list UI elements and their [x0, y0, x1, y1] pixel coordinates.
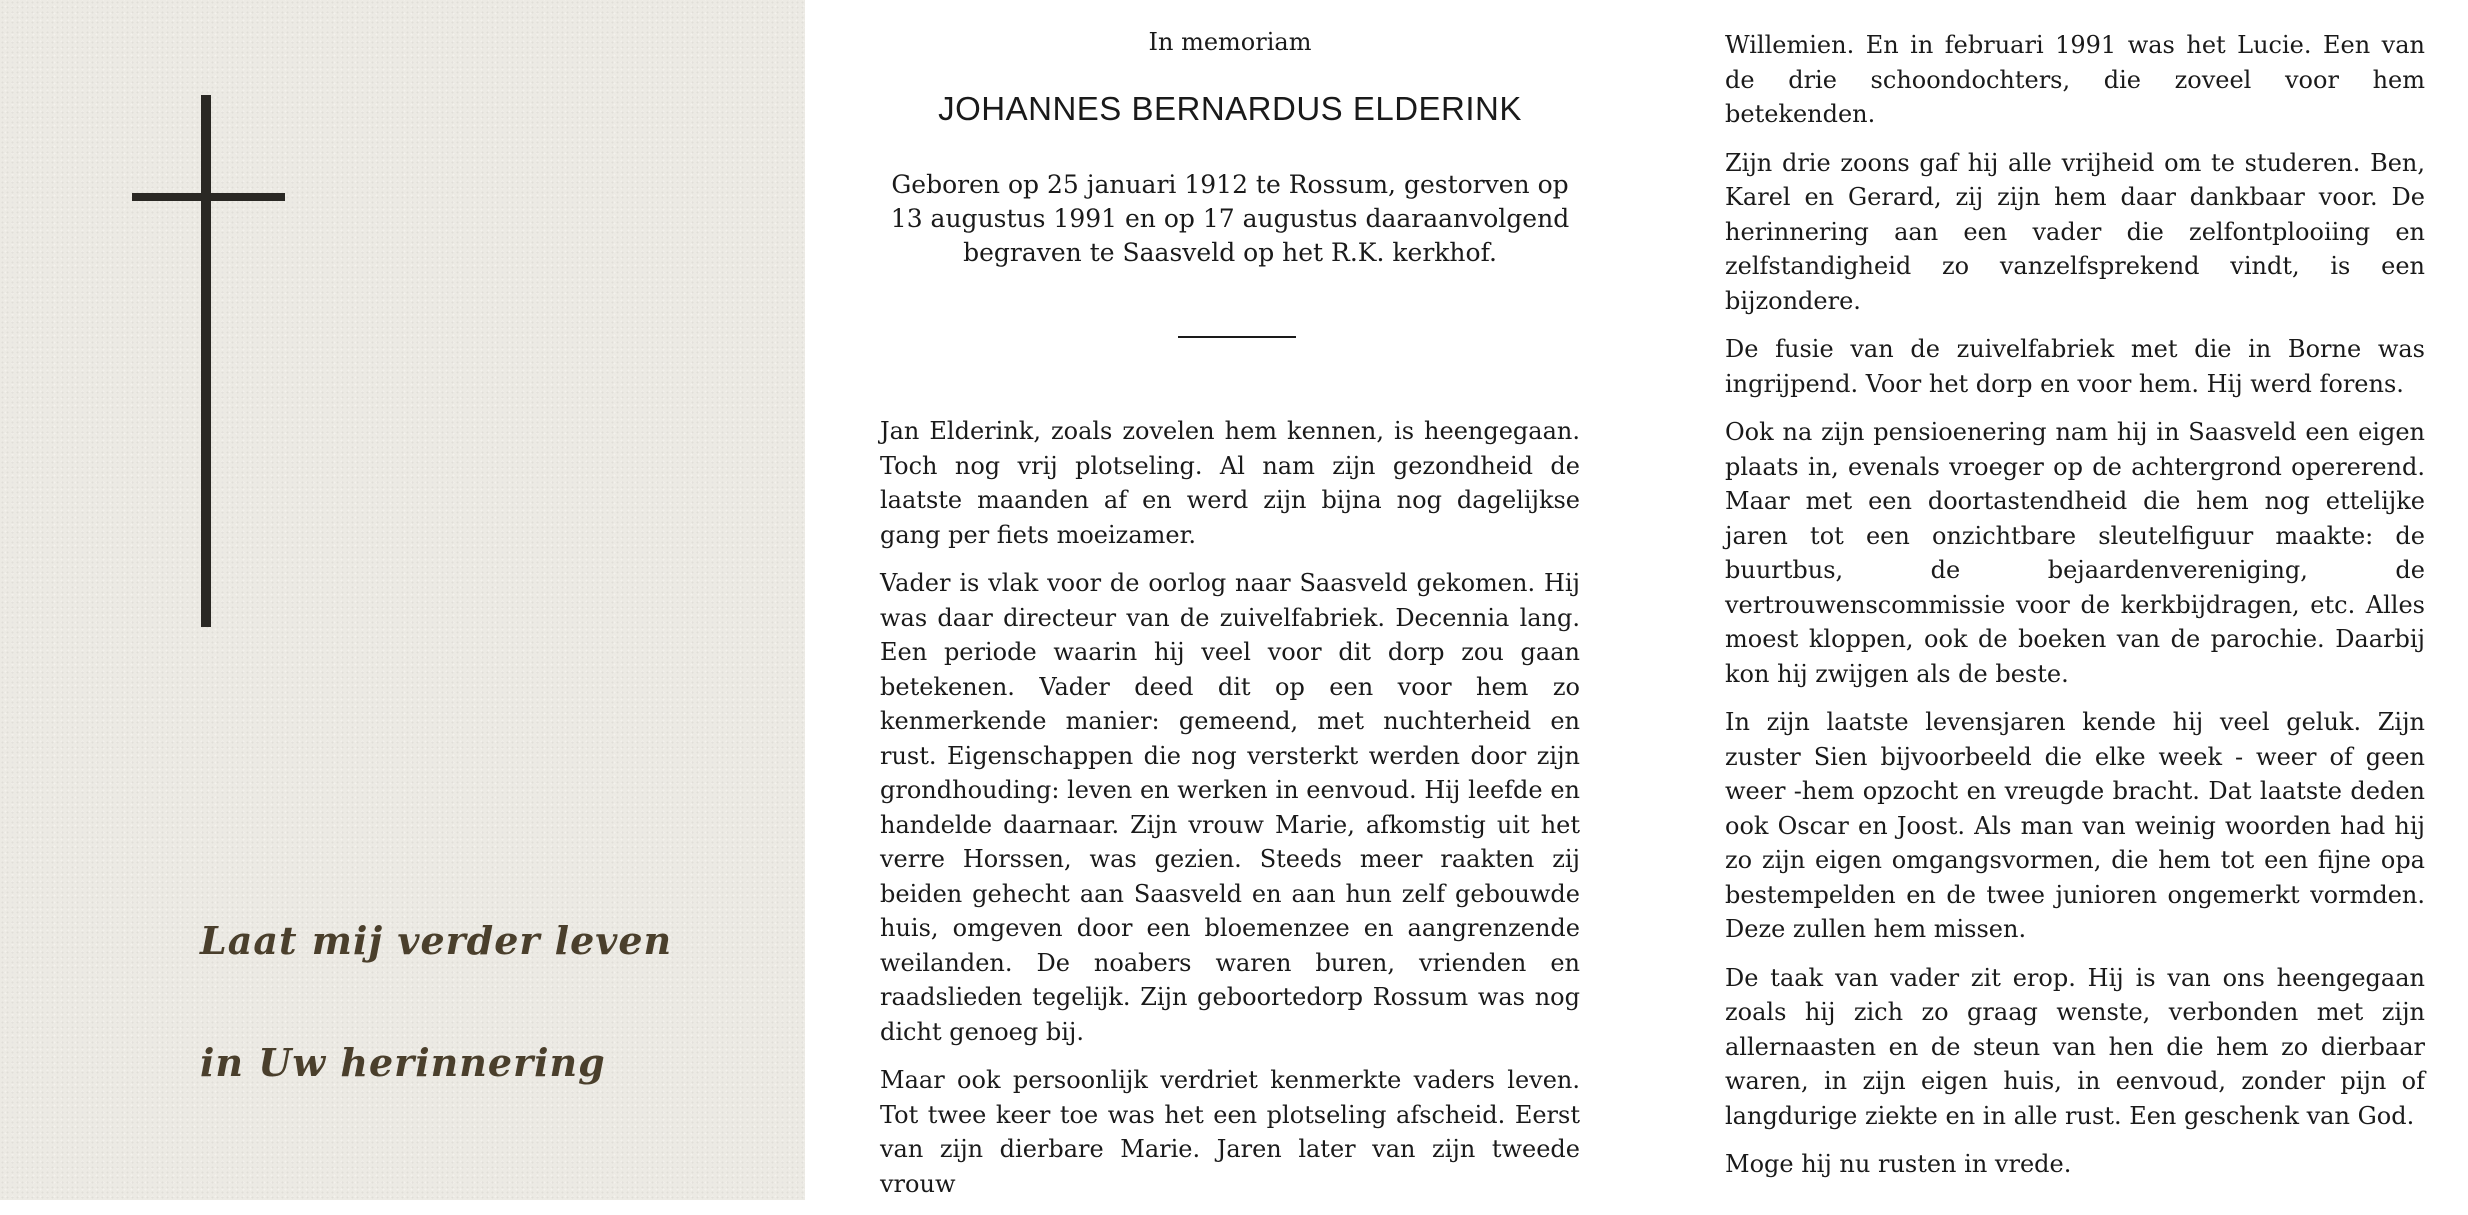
paragraph: Ook na zijn pensioenering nam hij in Saasveld een eigen plaats in, evenals vroeger op de achtergrond opererend. Maar met een doortastendheid die hem nog ettelijke jaren tot een onzichtbare sleutelfiguur maakte: de buurtbus, de bejaardenvereniging, de vertrouwenscommissie voor de kerkbijdragen, etc. Alles moest kloppen, ook de boeken van de parochie. Daarbij kon hij zwijgen als de beste. — [1725, 418, 2425, 688]
verse-line-1: Laat mij verder leven — [200, 918, 673, 963]
biography-right — [1725, 28, 2425, 1196]
paragraph: De taak van vader zit erop. Hij is van ons heengegaan zoals hij zich zo graag wenste, verbonden met zijn allernaasten en de steun van hen die hem zo dierbaar waren, in zijn eigen huis, in eenvoud, zonder pijn of langdurige ziekte en in alle rust. Een geschenk van God. — [1725, 963, 2425, 1130]
paragraph: Zijn drie zoons gaf hij alle vrijheid om te studeren. Ben, Karel en Gerard, zij zijn hem daar dankbaar voor. De herinnering aan een vader die zelfontplooiing en zelfstandigheid zo vanzelfsprekend vindt, is een bijzondere. — [1725, 148, 2425, 315]
in-memoriam-heading: In memoriam — [1148, 28, 1312, 56]
birth-death-dates: Geboren op 25 januari 1912 te Rossum, gestorven op 13 augustus 1991 en op 17 augustus daaraanvolgend begraven te Saasveld op het R.K. kerkhof. — [890, 170, 1570, 267]
memorial-card-cover — [0, 0, 805, 1200]
paragraph: De fusie van de zuivelfabriek met die in Borne was ingrijpend. Voor het dorp en voor hem. Hij werd forens. — [1725, 335, 2425, 398]
paragraph: Maar ook persoonlijk verdriet kenmerkte vaders leven. Tot twee keer toe was het een plotseling afscheid. Eerst van zijn dierbare Marie. Jaren later van zijn tweede vrouw — [880, 1066, 1580, 1198]
paragraph: Moge hij nu rusten in vrede. — [1725, 1150, 2072, 1178]
center-page — [880, 0, 1580, 1200]
paragraph: In zijn laatste levensjaren kende hij veel geluk. Zijn zuster Sien bijvoorbeeld die elke week - weer of geen weer -hem opzocht en vreugde bracht. Dat laatste deden ook Oscar en Joost. Als man van weinig woorden had hij zo zijn eigen omgangsvormen, die hem tot een fijne opa bestempelden en de twee junioren ongemerkt vormden. Deze zullen hem missen. — [1725, 708, 2425, 943]
verse-line-2: in Uw herinnering — [200, 1040, 606, 1085]
biography-center — [880, 414, 1580, 1215]
paragraph: Willemien. En in februari 1991 was het Lucie. Een van de drie schoondochters, die zoveel voor hem betekenden. — [1725, 31, 2425, 128]
cross-icon — [201, 95, 211, 627]
right-page — [1725, 0, 2425, 1200]
divider-line — [1178, 336, 1296, 338]
deceased-name: JOHANNES BERNARDUS ELDERINK — [938, 90, 1522, 127]
paragraph: Jan Elderink, zoals zovelen hem kennen, is heengegaan. Toch nog vrij plotseling. Al nam zijn gezondheid de laatste maanden af en werd zijn bijna nog dagelijkse gang per fiets moeizamer. — [880, 417, 1580, 549]
paragraph: Vader is vlak voor de oorlog naar Saasveld gekomen. Hij was daar directeur van de zuivelfabriek. Decennia lang. Een periode waarin hij veel voor dit dorp zou gaan betekenen. Vader deed dit op een voor hem zo kenmerkende manier: gemeend, met nuchterheid en rust. Eigenschappen die nog versterkt werden door zijn grondhouding: leven en werken in eenvoud. Hij leefde en handelde daarnaar. Zijn vrouw Marie, afkomstig uit het verre Horssen, was gezien. Steeds meer raakten zij beiden gehecht aan Saasveld en aan hun zelf gebouwde huis, omgeven door een bloemenzee en aangrenzende weilanden. De noabers waren buren, vrienden en raadslieden tegelijk. Zijn geboortedorp Rossum was nog dicht genoeg bij. — [880, 569, 1580, 1046]
cross-icon-bar — [132, 193, 285, 201]
